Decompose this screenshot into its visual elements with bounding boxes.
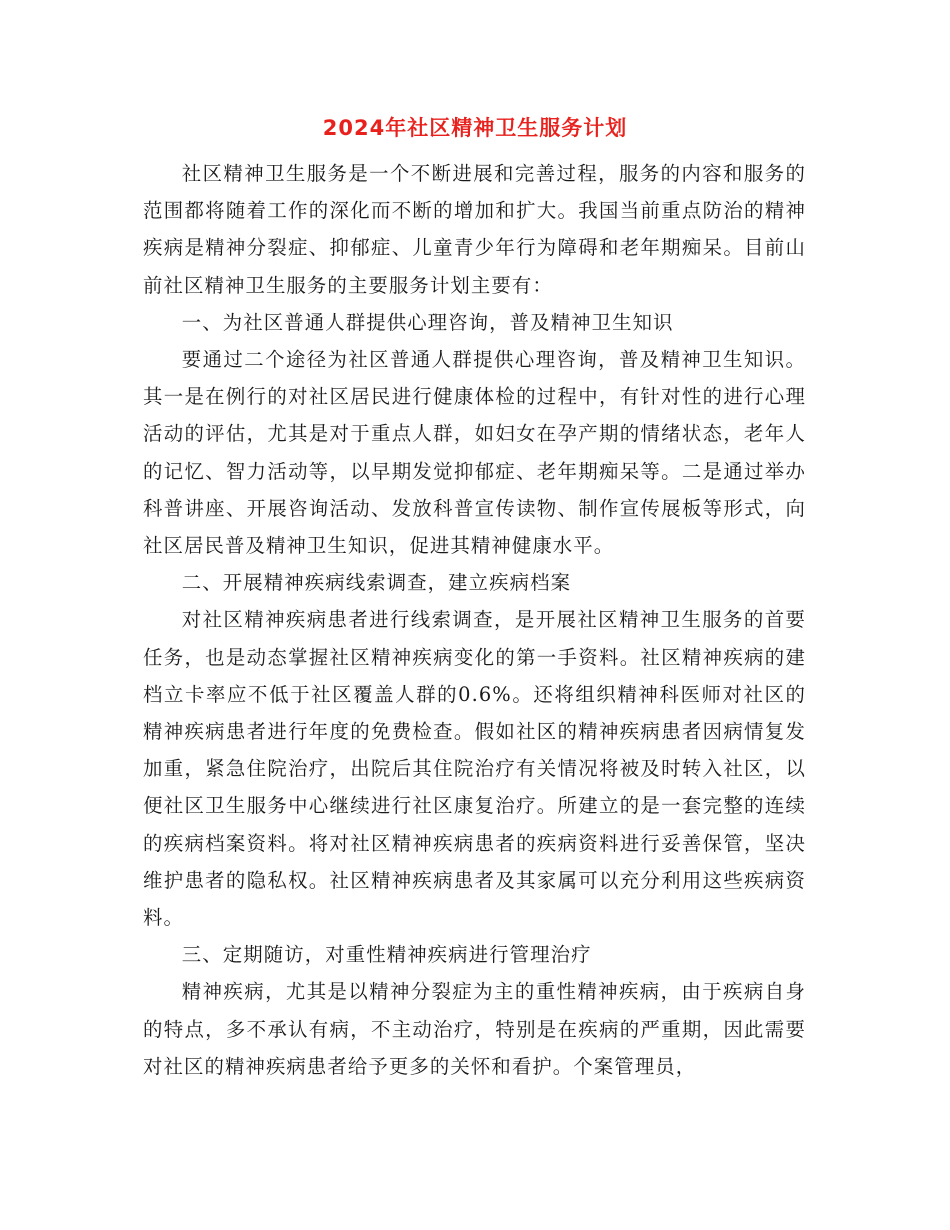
document-title: 2024年社区精神卫生服务计划 [322, 116, 628, 140]
document-body [143, 155, 806, 1085]
paragraph-intro: 社区精神卫生服务是一个不断进展和完善过程，服务的内容和服务的范围都将随着工作的深化而不断的增加和扩大。我国当前重点防治的精神疾病是精神分裂症、抑郁症、儿童青少年行为障碍和老年期痴呆。目前山前社区精神卫生服务的主要服务计划主要有： [143, 162, 806, 297]
paragraph-section-1: 要通过二个途径为社区普通人群提供心理咨询，普及精神卫生知识。其一是在例行的对社区居民进行健康体检的过程中，有针对性的进行心理活动的评估，尤其是对于重点人群，如妇女在孕产期的情绪状态，老年人的记忆、智力活动等，以早期发觉抑郁症、老年期痴呆等。二是通过举办科普讲座、开展咨询活动、发放科普宣传读物、制作宣传展板等形式，向社区居民普及精神卫生知识，促进其精神健康水平。 [143, 348, 806, 558]
paragraph-section-3: 精神疾病，尤其是以精神分裂症为主的重性精神疾病，由于疾病自身的特点，多不承认有病，不主动治疗，特别是在疾病的严重期，因此需要对社区的精神疾病患者给予更多的关怀和看护。个案管理员， [143, 980, 806, 1078]
section-heading-2: 二、开展精神疾病线索调查，建立疾病档案 [181, 571, 572, 595]
section-heading-3: 三、定期随访，对重性精神疾病进行管理治疗 [181, 943, 592, 967]
section-heading-1: 一、为社区普通人群提供心理咨询，普及精神卫生知识 [181, 310, 674, 334]
paragraph-section-2: 对社区精神疾病患者进行线索调查，是开展社区精神卫生服务的首要任务，也是动态掌握社区精神疾病变化的第一手资料。社区精神疾病的建档立卡率应不低于社区覆盖人群的0.6%。还将组织精神科医师对社区的精神疾病患者进行年度的免费检查。假如社区的精神疾病患者因病情复发加重，紧急住院治疗，出院后其住院治疗有关情况将被及时转入社区，以便社区卫生服务中心继续进行社区康复治疗。所建立的是一套完整的连续的疾病档案资料。将对社区精神疾病患者的疾病资料进行妥善保管，坚决维护患者的隐私权。社区精神疾病患者及其家属可以充分利用这些疾病资料。 [143, 608, 806, 930]
